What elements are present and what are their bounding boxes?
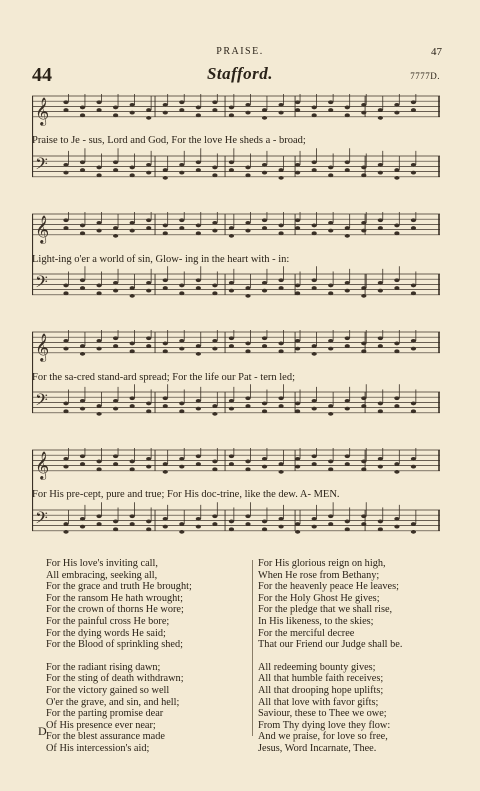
verse-line: For His glorious reign on high,: [258, 558, 386, 569]
signature-mark: D: [38, 724, 47, 738]
music-system-1: [32, 94, 440, 190]
verse-line: For the grace and truth He brought;: [46, 581, 192, 593]
bass-clef-icon: 𝄢: [35, 389, 48, 414]
tune-name: Stafford.: [206, 64, 274, 83]
verse-column-right: [258, 558, 458, 755]
bass-clef-icon: 𝄢: [35, 153, 48, 178]
verse-line: For His love's inviting call,: [46, 558, 158, 569]
verse-line: O'er the grave, and sin, and hell;: [46, 696, 180, 708]
verse-line: Saviour, these to Thee we owe;: [258, 708, 387, 720]
section-heading: PRAISE.: [216, 46, 264, 57]
stanza: [46, 558, 246, 651]
bass-clef-icon: 𝄢: [35, 507, 48, 532]
stanza: [258, 558, 458, 651]
verse-line: For the merciful decree: [258, 627, 355, 639]
verse-line: All embracing, seeking all,: [46, 569, 158, 581]
verse-line: For the blest assurance made: [46, 731, 165, 743]
verse-line: For the heavenly peace He leaves;: [258, 581, 399, 593]
verse-line: From Thy dying love they flow:: [258, 719, 391, 731]
verse-line: For the radiant rising dawn;: [46, 661, 161, 673]
lyric-line: For His pre-cept, pure and true; For His doc-trine, like the dew. A- MEN.: [32, 489, 340, 500]
bass-clef-icon: 𝄢: [35, 271, 48, 296]
verse-line: All that drooping hope uplifts;: [258, 684, 384, 696]
stanza: [46, 662, 246, 755]
treble-clef-icon: 𝄞: [35, 96, 50, 125]
music-system-4: [32, 448, 440, 544]
verse-line: For the pledge that we shall rise,: [258, 604, 393, 616]
hymn-number: 44: [32, 64, 52, 86]
music-system-2: [32, 212, 440, 308]
verse-line: For the crown of thorns He wore;: [46, 604, 184, 616]
column-divider: [252, 560, 253, 736]
treble-clef-icon: 𝄞: [35, 332, 50, 361]
verse-line: In His likeness, to the skies;: [258, 615, 374, 627]
verse-line: For the sting of death withdrawn;: [46, 673, 184, 685]
lyric-line: Light-ing o'er a world of sin, Glow- ing in the heart with - in:: [32, 254, 290, 265]
treble-clef-icon: 𝄞: [35, 214, 50, 243]
treble-clef-icon: 𝄞: [35, 450, 50, 479]
verse-column-left: [46, 558, 246, 755]
page-number: 47: [431, 46, 442, 58]
stanza: [258, 662, 458, 755]
verse-line: For the painful cross He bore;: [46, 615, 170, 627]
verse-line: For the dying words He said;: [46, 627, 166, 639]
verse-line: All that love with favor gifts;: [258, 696, 379, 708]
verse-line: For the parting promise dear: [46, 708, 164, 720]
meter: 7777D.: [410, 71, 440, 81]
verse-line: All redeeming bounty gives;: [258, 661, 376, 673]
verse-line: For the victory gained so well: [46, 684, 170, 696]
lyric-line: Praise to Je - sus, Lord and God, For the love He sheds a - broad;: [32, 135, 306, 146]
verse-line: That our Friend our Judge shall be.: [258, 639, 403, 651]
verse-line: For the Blood of sprinkling shed;: [46, 639, 184, 651]
lyric-line: For the sa-cred stand-ard spread; For the life our Pat - tern led;: [32, 372, 295, 383]
verse-line: Of His presence ever near;: [46, 719, 156, 731]
verse-line: Of His intercession's aid;: [46, 742, 150, 754]
verse-line: For the Holy Ghost He gives;: [258, 592, 380, 604]
verse-line: When He rose from Bethany;: [258, 569, 380, 581]
verse-line: All that humble faith receives;: [258, 673, 384, 685]
verse-line: And we praise, for love so free,: [258, 731, 388, 743]
verse-line: Jesus, Word Incarnate, Thee.: [258, 742, 377, 754]
music-system-3: [32, 330, 440, 426]
verse-line: For the ransom He hath wrought;: [46, 592, 183, 604]
